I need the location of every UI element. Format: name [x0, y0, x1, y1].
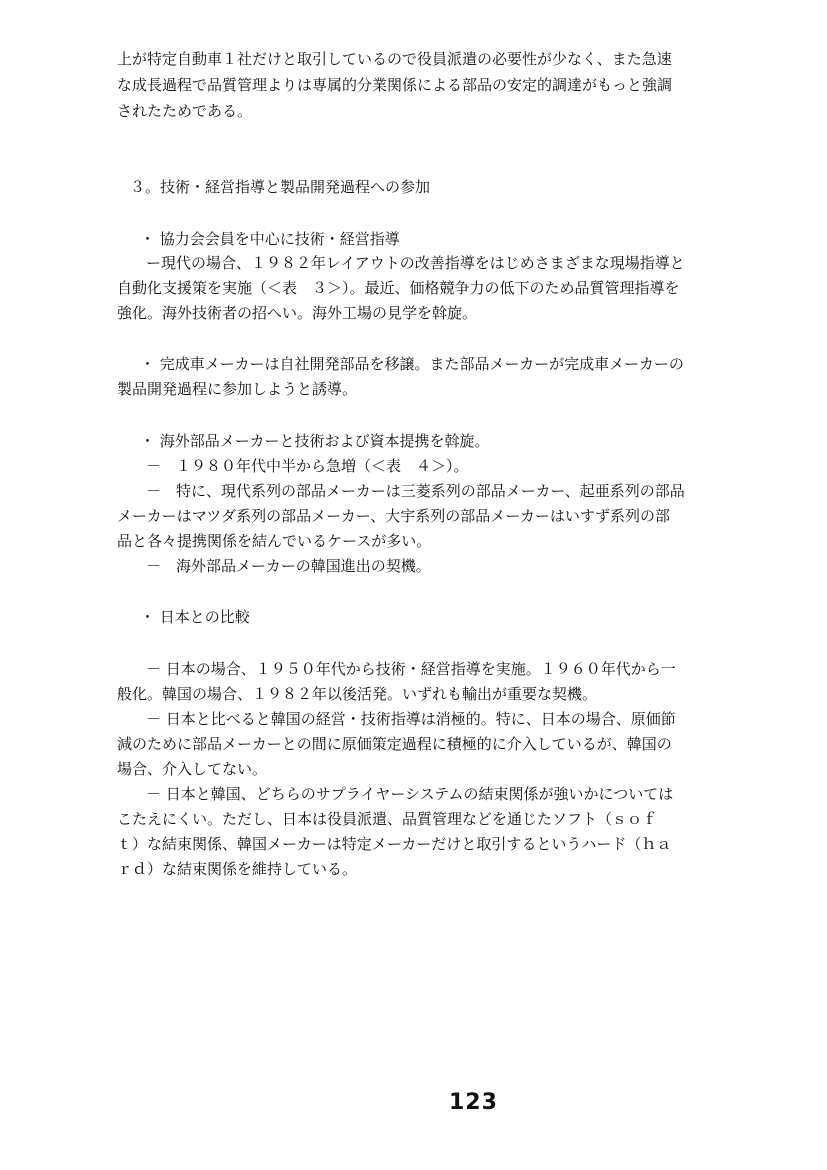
bullet-2-line-1: ・ 完成車メーカーは自社開発部品を移譲。また部品メーカーが完成車メーカーの — [140, 355, 684, 373]
bullet-3-line-3: メーカーはマツダ系列の部品メーカー、大宇系列の部品メーカーはいすず系列の部 — [117, 507, 671, 525]
comparison-para-1-line-1: － 日本の場合、１９５０年代から技術・経営指導を実施。１９６０年代から一 — [146, 660, 676, 678]
bullet-1-line-2: 自動化支援策を実施（＜表 ３＞）。最近、価格競争力の低下のため品質管理指導を — [117, 279, 680, 297]
bullet-3-line-5: － 海外部品メーカーの韓国進出の契機。 — [146, 557, 431, 575]
bullet-1-line-1: ー現代の場合、１９８２年レイアウトの改善指導をはじめさまざまな現場指導と — [146, 254, 685, 272]
comparison-para-3-line-1: － 日本と韓国、どちらのサプライヤーシステムの結束関係が強いかについては — [146, 785, 674, 803]
bullet-3-line-2: － 特に、現代系列の部品メーカーは三菱系列の部品メーカー、起亜系列の部品 — [146, 482, 685, 500]
section-heading: ３。技術・経営指導と製品開発過程への参加 — [130, 178, 431, 196]
bullet-4-title: ・ 日本との比較 — [140, 608, 250, 626]
intro-line-2: な成長過程で品質管理よりは専属的分業関係による部品の安定的調達がもっと強調 — [117, 76, 673, 94]
comparison-para-2-line-2: 減のために部品メーカーとの間に原価策定過程に積極的に介入しているが、韓国の — [117, 735, 672, 753]
bullet-3-title: ・ 海外部品メーカーと技術および資本提携を斡旋。 — [140, 432, 490, 450]
intro-line-3: されたためである。 — [117, 102, 253, 120]
comparison-para-1-line-2: 般化。韓国の場合、１９８２年以後活発。いずれも輸出が重要な契機。 — [117, 685, 598, 703]
bullet-2-line-2: 製品開発過程に参加しようと誘導。 — [117, 380, 358, 398]
comparison-para-2-line-1: － 日本と比べると韓国の経営・技術指導は消極的。特に、日本の場合、原価節 — [146, 710, 676, 728]
comparison-para-3-line-3: ｔ）な結束関係、韓国メーカーは特定メーカーだけと取引するというハード（ｈａ — [117, 835, 672, 853]
bullet-1-title: ・ 協力会会員を中心に技術・経営指導 — [140, 230, 400, 248]
comparison-para-2-line-3: 場合、介入してない。 — [117, 760, 268, 778]
comparison-para-3-line-2: こたえにくい。ただし、日本は役員派遣、品質管理などを通じたソフト（ｓｏｆ — [117, 810, 658, 828]
bullet-3-line-4: 品と各々提携関係を結んでいるケースが多い。 — [117, 532, 432, 550]
intro-line-1: 上が特定自動車１社だけと取引しているので役員派遣の必要性が少なく、また急速 — [117, 50, 672, 68]
page-number: 123 — [449, 1090, 498, 1115]
bullet-3-line-1: － １９８０年代中半から急増（＜表 ４＞）。 — [146, 457, 469, 475]
bullet-1-line-3: 強化。海外技術者の招へい。海外工場の見学を斡旋。 — [117, 304, 478, 322]
comparison-para-3-line-4: ｒｄ）な結束関係を維持している。 — [117, 860, 358, 878]
